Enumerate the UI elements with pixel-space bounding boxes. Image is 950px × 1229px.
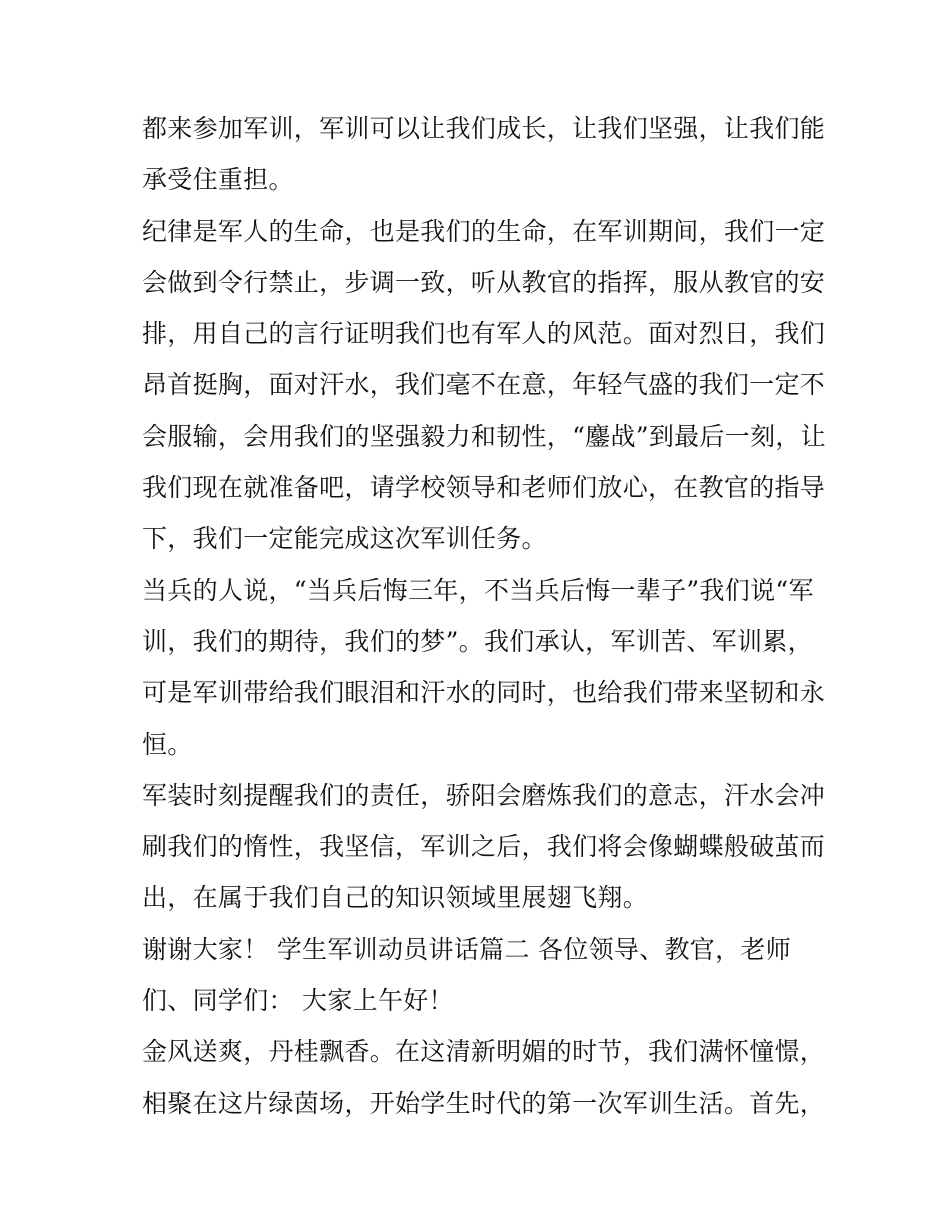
text-line: 恒。	[142, 729, 193, 759]
text-line: 谢谢大家！ 学生军训动员讲话篇二 各位领导、教官，老师	[142, 934, 791, 964]
text-line: 军装时刻提醒我们的责任，骄阳会磨炼我们的意志，汗水会冲	[142, 780, 826, 810]
text-line: 出，在属于我们自己的知识领域里展翅飞翔。	[142, 883, 649, 913]
document-body	[142, 103, 826, 1129]
text-line: 排，用自己的言行证明我们也有军人的风范。面对烈日，我们	[142, 319, 826, 349]
text-line: 承受住重担。	[142, 165, 294, 195]
text-line: 当兵的人说，“当兵后悔三年，不当兵后悔一辈子”我们说“军	[142, 575, 814, 605]
text-line: 训，我们的期待，我们的梦”。我们承认，军训苦、军训累，	[142, 626, 813, 656]
text-line: 纪律是军人的生命，也是我们的生命，在军训期间，我们一定	[142, 216, 826, 246]
text-line: 金风送爽，丹桂飘香。在这清新明媚的时节，我们满怀憧憬，	[142, 1037, 826, 1067]
text-line: 会服输，会用我们的坚强毅力和韧性，“鏖战”到最后一刻，让	[142, 421, 826, 451]
text-line: 们、同学们： 大家上午好！	[142, 986, 454, 1016]
text-line: 下，我们一定能完成这次军训任务。	[142, 524, 547, 554]
text-line: 昂首挺胸，面对汗水，我们毫不在意，年轻气盛的我们一定不	[142, 370, 826, 400]
text-line: 可是军训带给我们眼泪和汗水的同时，也给我们带来坚韧和永	[142, 678, 826, 708]
text-line: 我们现在就准备吧，请学校领导和老师们放心，在教官的指导	[142, 473, 826, 503]
text-line: 会做到令行禁止，步调一致，听从教官的指挥，服从教官的安	[142, 267, 826, 297]
text-line: 都来参加军训，军训可以让我们成长，让我们坚强，让我们能	[142, 114, 826, 143]
text-line: 刷我们的惰性，我坚信，军训之后，我们将会像蝴蝶般破茧而	[142, 832, 826, 862]
text-line: 相聚在这片绿茵场，开始学生时代的第一次军训生活。首先，	[142, 1088, 826, 1118]
